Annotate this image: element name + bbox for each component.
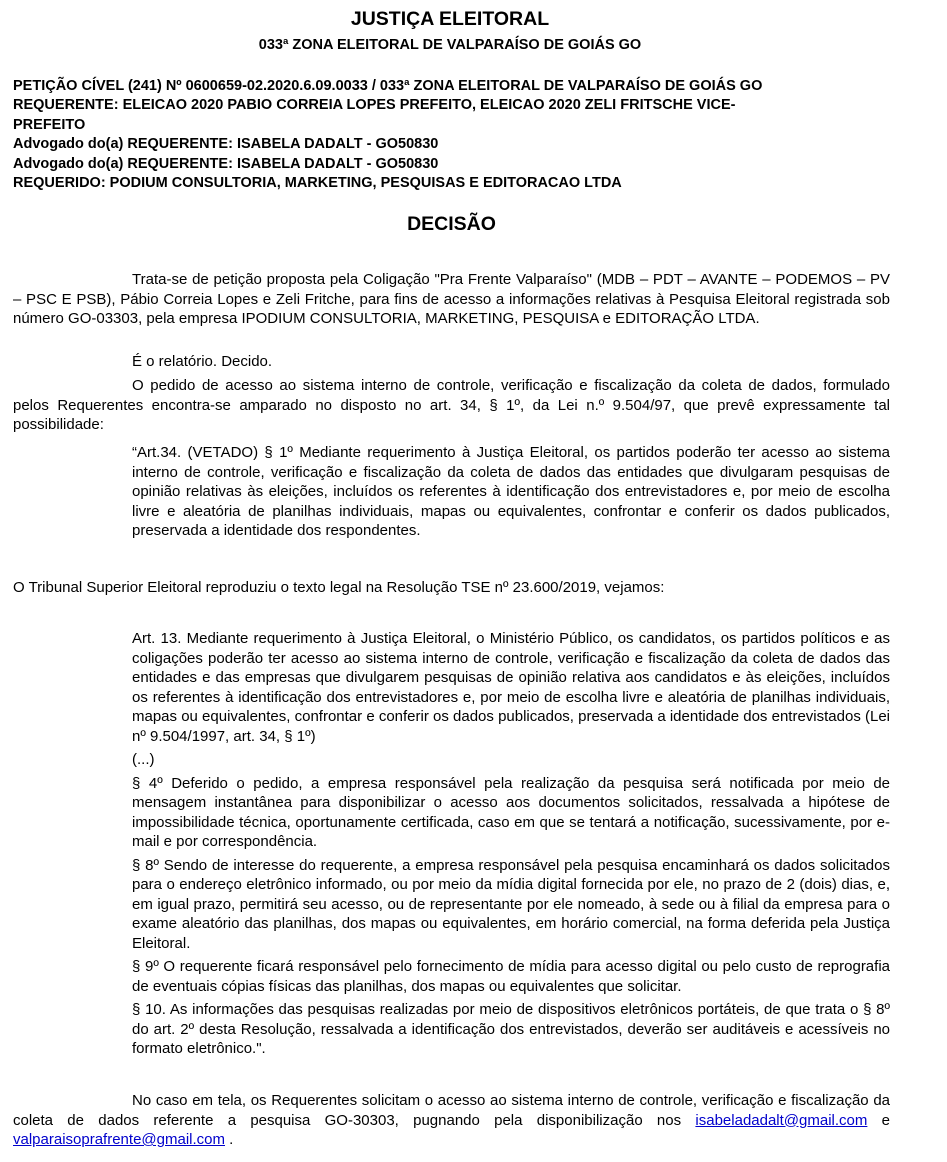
quote-res-23600 — [132, 629, 890, 1063]
email-link-2[interactable]: valparaisoprafrente@gmail.com — [13, 1131, 225, 1148]
case-header — [13, 77, 913, 193]
conjunction: e — [867, 1111, 891, 1129]
quote-par-4: § 4º Deferido o pedido, a empresa responsável pela realização da pesquisa será notificada por meio de mensagem instantânea para disponibilizar o acesso aos documentos solicitados, ressalvada a hipótese de impossibilidade técnica, oportunamente certificada, caso em que se tentará a notificação, sucessivamente, por e-mail e por correspondência. — [132, 774, 890, 850]
quote-par-9: § 9º O requerente ficará responsável pelo fornecimento de mídia para acesso digital ou pelo custo de reprografia de eventuais cópias físicas das planilhas, dos mapas ou equivalentes que solicitar. — [132, 958, 890, 995]
advogado-2: Advogado do(a) REQUERENTE: ISABELA DADALT - GO50830 — [13, 155, 439, 172]
requerente-line-1: REQUERENTE: ELEICAO 2020 PABIO CORREIA LOPES PREFEITO, ELEICAO 2020 ZELI FRITSCHE VICE- — [13, 97, 736, 114]
quote-ellipsis: (...) — [132, 751, 155, 768]
requerente-line-2: PREFEITO — [13, 116, 86, 133]
petition-number: PETIÇÃO CÍVEL (241) Nº 0600659-02.2020.6.09.0033 / 033ª ZONA ELEITORAL DE VALPARAÍSO DE GOIÁS GO — [13, 78, 763, 94]
quote-art-34: “Art.34. (VETADO) § 1º Mediante requerimento à Justiça Eleitoral, os partidos poderão ter acesso ao sistema interno de controle, verificação e fiscalização da coleta de dados das entidades que divulgaram pesquisas de opinião relativas às eleições, incluídos os referentes à identificação dos entrevistadores e, por meio de escolha livre e aleatória de planilhas individuais, mapas ou equivalentes, confrontar e conferir os dados publicados, preservada a identidade dos respondentes. — [132, 444, 890, 539]
email-link-1[interactable]: isabeladadalt@gmail.com — [695, 1111, 868, 1129]
closing-period: . — [225, 1131, 234, 1148]
electoral-zone: 033ª ZONA ELEITORAL DE VALPARAÍSO DE GOIÁS GO — [258, 37, 642, 53]
paragraph-5 — [13, 1091, 890, 1150]
paragraph-5-text: No caso em tela, os Requerentes solicitam o acesso ao sistema interno de controle, verificação e fiscalização da coleta de dados referente a pesquisa GO-30303, pugnando pela disponibilização nos — [13, 1092, 890, 1129]
quote-par-8: § 8º Sendo de interesse do requerente, a empresa responsável pela pesquisa encaminhará os dados solicitados para o endereço eletrônico informado, ou por meio da mídia digital fornecida por ele, no prazo de 2 (dois) dias, e, em igual prazo, permitirá seu acesso, ou de representante por ele nomeado, à sede ou à filial da empresa para o exame aleatório das planilhas, dos mapas ou equivalentes, em horário comercial, na forma deferida pela Justiça Eleitoral. — [132, 856, 890, 952]
paragraph-3: O pedido de acesso ao sistema interno de controle, verificação e fiscalização da coleta de dados, formulado pelos Requerentes encontra-se amparado no disposto no art. 34, § 1º, da Lei n.º 9.504/97, que prevê expressamente tal possibilidade: — [13, 377, 890, 433]
advogado-1: Advogado do(a) REQUERENTE: ISABELA DADALT - GO50830 — [13, 136, 439, 153]
paragraph-1: Trata-se de petição proposta pela Coligação "Pra Frente Valparaíso" (MDB – PDT – AVANTE – PODEMOS – PV – PSC E PSB), Pábio Correia Lopes e Zeli Fritche, para fins de acesso a informações relativas à Pesquisa Eleitoral registrada sob número GO-03303, pela empresa IPODIUM CONSULTORIA, MARKETING, PESQUISA e EDITORAÇÃO LTDA. — [13, 271, 890, 327]
paragraph-2: É o relatório. Decido. — [132, 353, 273, 370]
court-title: JUSTIÇA ELEITORAL — [350, 8, 550, 30]
requerido: REQUERIDO: PODIUM CONSULTORIA, MARKETING, PESQUISAS E EDITORACAO LTDA — [13, 175, 622, 192]
paragraph-4: O Tribunal Superior Eleitoral reproduziu o texto legal na Resolução TSE nº 23.600/2019, vejamos: — [13, 579, 665, 596]
quote-par-10: § 10. As informações das pesquisas realizadas por meio de dispositivos eletrônicos portáteis, de que trata o § 8º do art. 2º desta Resolução, ressalvada a identificação dos entrevistados, deverão ser auditáveis e acessíveis no formato eletrônico.". — [132, 1001, 890, 1057]
quote-art-13: Art. 13. Mediante requerimento à Justiça Eleitoral, o Ministério Público, os candidatos, os partidos políticos e as coligações poderão ter acesso ao sistema interno de controle, verificação e fiscalização da coleta de dados das entidades e das empresas que divulgarem pesquisas de opinião relativa aos candidatos e às eleições, incluídos os referentes à identificação dos entrevistadores e, por meio de escolha livre e aleatória de planilhas individuais, mapas ou equivalentes, confrontar e conferir os dados publicados, preservada a identidade dos entrevistados (Lei nº 9.504/1997, art. 34, § 1º) — [132, 630, 890, 745]
decision-title: DECISÃO — [407, 213, 496, 235]
